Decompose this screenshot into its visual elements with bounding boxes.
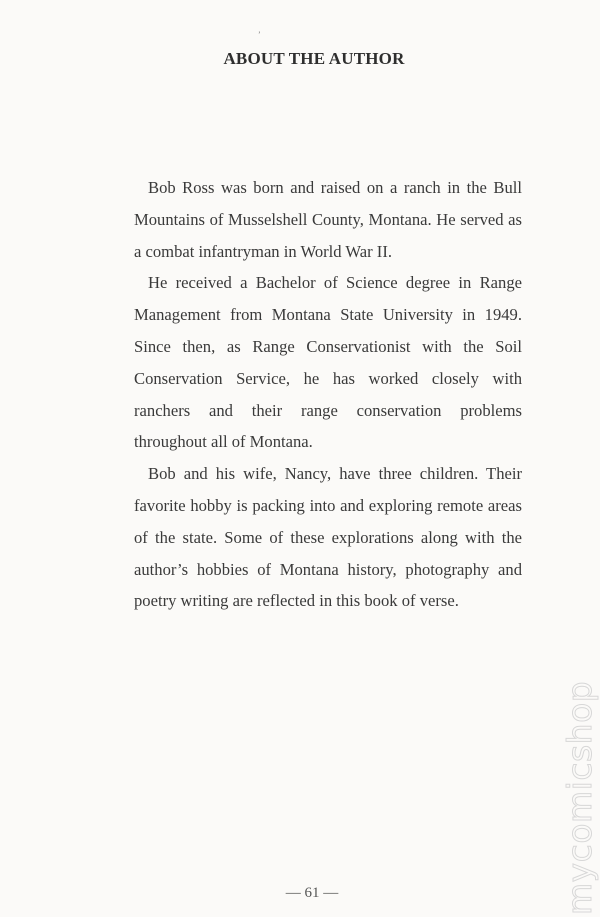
page-title: ABOUT THE AUTHOR (223, 49, 405, 68)
watermark: mycomicshop (560, 680, 599, 915)
paragraph-birth: Bob Ross was born and raised on a ranch in the Bull Mountains of Musselshell County, Montana. He served as a combat infantryman in World War II. (134, 178, 522, 261)
paragraph-education: He received a Bachelor of Science degree in Range Management from Montana State University in 1949. Since then, as Range Conservationist with the Soil Conservation Service, he has worked closely with ranchers and their range conservation problems throughout all of Montana. (134, 273, 522, 452)
author-bio (134, 172, 522, 617)
page-number: — 61 — (285, 885, 339, 901)
ink-mark: ʼ (258, 30, 261, 39)
paragraph-family: Bob and his wife, Nancy, have three children. Their favorite hobby is packing into and exploring remote areas of the state. Some of these explorations along with the author’s hobbies of Montana history, photography and poetry writing are reflected in this book of verse. (134, 464, 522, 611)
